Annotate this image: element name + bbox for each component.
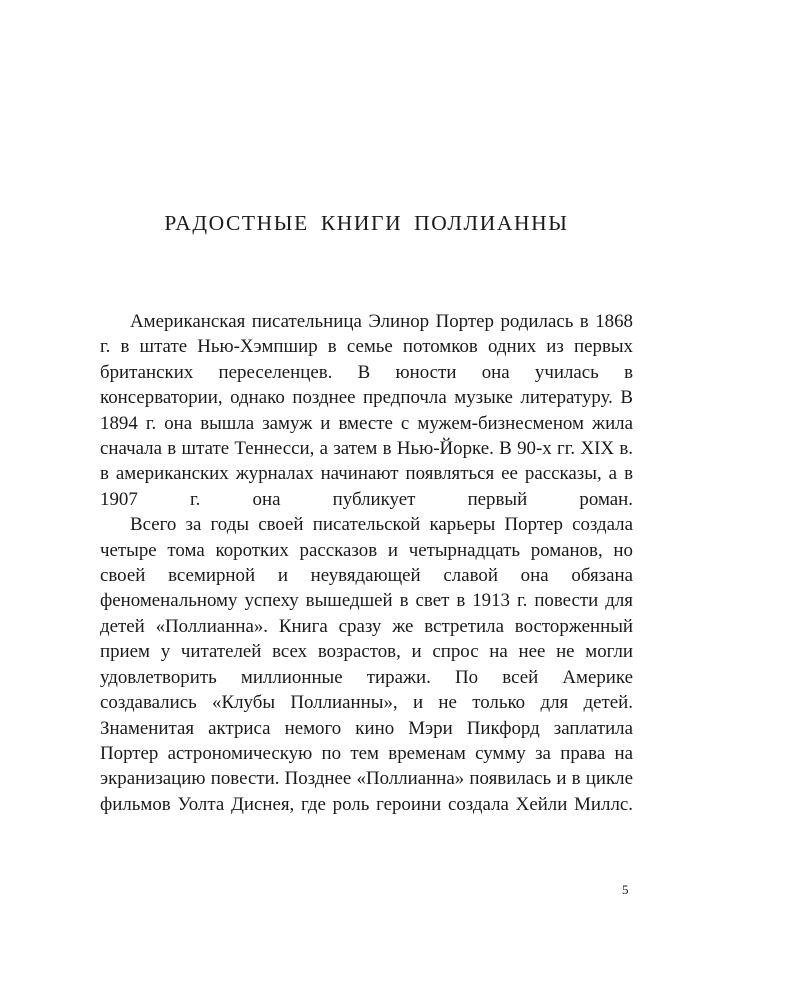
paragraph-2: Всего за годы своей писательской карьеры Портер создала четыре тома коротких рассказов и четырнадцать романов, но своей всемирной и неувядающей славой она обязана феноменальному успеху вышедшей в свет в 1913 г. повести для детей «Поллианна». Книга сразу же встретила восторженный прием у читателей всех возрастов, и спрос на нее не могли удовлетворить миллионные тиражи. По всей Америке создавались «Клубы Поллианны», и не только для детей. Знаменитая актриса немого кино Мэри Пикфорд заплатила Портер астрономическую по тем временам сумму за права на экранизацию повести. Позднее «Поллианна» появилась и в цикле фильмов Уолта Диснея, где роль героини создала Хейли Миллс. bbox=[100, 514, 633, 815]
page-number: 5 bbox=[622, 882, 629, 897]
chapter-body bbox=[100, 309, 633, 817]
chapter-title: РАДОСТНЫЕ КНИГИ ПОЛЛИАННЫ bbox=[164, 211, 569, 235]
paragraph-1: Американская писательница Элинор Портер родилась в 1868 г. в штате Нью-Хэмпшир в семье потомков одних из первых британских переселенцев. В юности она училась в консерватории, однако позднее предпочла музыке литературу. В 1894 г. она вышла замуж и вместе с мужем-бизнесменом жила сначала в штате Теннесси, а затем в Нью-Йорке. В 90-х гг. XIX в. в американских журналах начинают появляться ее рассказы, а в 1907 г. она публикует первый роман. bbox=[100, 311, 633, 510]
